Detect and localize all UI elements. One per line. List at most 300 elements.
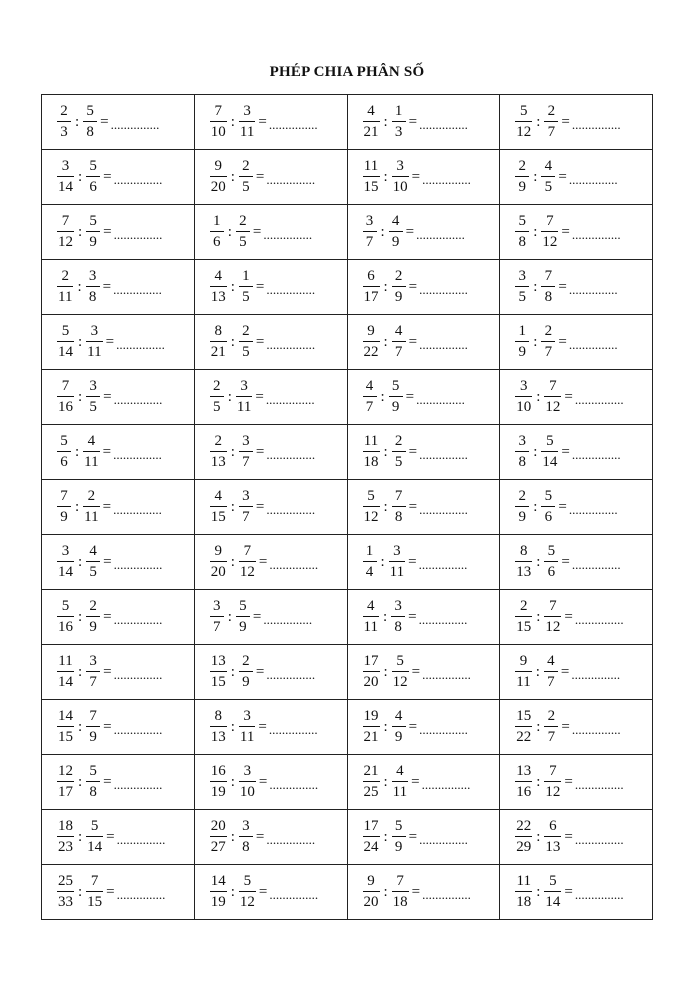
divide-sign: : — [230, 278, 235, 295]
dividend-fraction — [515, 874, 532, 910]
equals-sign: = — [102, 278, 112, 295]
divisor-fraction — [86, 819, 103, 855]
dividend-fraction — [363, 434, 380, 470]
numerator: 3 — [243, 103, 251, 119]
numerator: 5 — [544, 488, 553, 504]
dividend-fraction — [363, 764, 380, 800]
denominator: 17 — [58, 784, 73, 800]
numerator: 1 — [242, 268, 250, 284]
denominator: 12 — [363, 509, 379, 525]
dividend-fraction — [57, 324, 74, 360]
division-expression — [500, 810, 652, 864]
equals-sign: = — [255, 168, 265, 185]
dividend-fraction — [57, 269, 73, 305]
denominator: 21 — [363, 729, 379, 745]
divide-sign: : — [230, 443, 235, 460]
answer-blank[interactable]: ............... — [266, 666, 316, 682]
denominator: 13 — [516, 564, 532, 580]
denominator: 7 — [365, 399, 374, 415]
denominator: 12 — [516, 124, 532, 140]
division-expression — [348, 95, 500, 149]
answer-blank[interactable]: ............... — [568, 501, 618, 517]
divisor-fraction — [541, 324, 555, 360]
answer-blank[interactable]: ............... — [419, 116, 468, 132]
exercise-cell — [42, 755, 195, 810]
numerator: 3 — [88, 268, 97, 284]
division-expression — [42, 370, 194, 424]
exercise-cell — [42, 535, 195, 590]
exercise-cell — [42, 480, 195, 535]
divide-sign: : — [75, 443, 80, 460]
answer-blank[interactable]: ............... — [110, 116, 160, 132]
answer-blank[interactable]: ............... — [568, 281, 618, 297]
divisor-fraction — [239, 324, 253, 360]
denominator: 17 — [363, 289, 379, 305]
denominator: 9 — [518, 179, 526, 195]
answer-blank[interactable]: ............... — [113, 776, 163, 792]
denominator: 5 — [242, 344, 250, 360]
equals-sign: = — [106, 828, 115, 845]
numerator: 17 — [363, 818, 379, 834]
exercise-cell — [42, 590, 195, 645]
numerator: 2 — [87, 488, 96, 504]
numerator: 3 — [240, 378, 248, 394]
divide-sign: : — [78, 223, 83, 240]
dividend-fraction — [363, 819, 380, 855]
dividend-fraction — [363, 104, 380, 140]
answer-blank[interactable]: ............... — [265, 391, 315, 407]
answer-blank[interactable]: ............... — [113, 446, 162, 462]
answer-blank[interactable]: ............... — [266, 501, 316, 517]
answer-blank[interactable]: ............... — [116, 336, 165, 352]
dividend-fraction — [210, 159, 227, 195]
denominator: 7 — [394, 344, 403, 360]
division-expression — [348, 590, 500, 644]
divide-sign: : — [78, 828, 83, 845]
divide-sign: : — [227, 223, 232, 240]
divide-sign: : — [383, 773, 388, 790]
equals-sign: = — [558, 498, 567, 515]
denominator: 18 — [363, 454, 379, 470]
answer-blank[interactable]: ............... — [113, 611, 163, 627]
answer-blank[interactable]: ............... — [113, 281, 162, 297]
dividend-fraction — [363, 599, 379, 635]
denominator: 29 — [516, 839, 532, 855]
denominator: 15 — [210, 674, 226, 690]
numerator: 7 — [90, 873, 99, 889]
divide-sign: : — [383, 883, 388, 900]
answer-blank[interactable]: ............... — [113, 226, 163, 242]
answer-blank[interactable]: ............... — [574, 831, 624, 847]
answer-blank[interactable]: ............... — [416, 391, 465, 407]
answer-blank[interactable]: ............... — [571, 556, 621, 572]
denominator: 11 — [84, 454, 99, 470]
answer-blank[interactable]: ............... — [574, 611, 624, 627]
divisor-fraction — [86, 269, 100, 305]
denominator: 9 — [242, 674, 250, 690]
divide-sign: : — [227, 608, 232, 625]
denominator: 11 — [84, 509, 99, 525]
division-expression — [500, 95, 652, 149]
exercise-cell — [42, 645, 195, 700]
answer-blank[interactable]: ............... — [568, 336, 618, 352]
divide-sign: : — [227, 388, 232, 405]
exercise-cell — [347, 810, 500, 865]
denominator: 6 — [213, 234, 221, 250]
answer-blank[interactable]: ............... — [113, 501, 162, 517]
answer-blank[interactable]: ............... — [263, 226, 313, 242]
numerator: 18 — [58, 818, 73, 834]
numerator: 6 — [367, 268, 375, 284]
denominator: 8 — [242, 839, 250, 855]
numerator: 3 — [518, 268, 526, 284]
answer-blank[interactable]: ............... — [419, 501, 468, 517]
division-expression — [42, 535, 194, 589]
exercise-cell — [347, 645, 500, 700]
dividend-fraction — [363, 489, 380, 525]
exercise-cell — [194, 590, 347, 645]
dividend-fraction — [515, 764, 532, 800]
exercise-cell — [500, 865, 653, 920]
numerator: 9 — [519, 653, 528, 669]
numerator: 13 — [516, 763, 532, 779]
answer-blank[interactable]: ............... — [269, 556, 319, 572]
exercise-cell — [500, 370, 653, 425]
answer-blank[interactable]: ............... — [422, 171, 471, 187]
dividend-fraction — [210, 544, 227, 580]
numerator: 3 — [89, 653, 97, 669]
denominator: 10 — [210, 124, 226, 140]
exercise-cell — [500, 150, 653, 205]
numerator: 2 — [394, 268, 403, 284]
numerator: 3 — [61, 543, 70, 559]
division-expression — [500, 700, 652, 754]
denominator: 19 — [210, 894, 226, 910]
denominator: 11 — [236, 399, 252, 415]
denominator: 14 — [545, 894, 561, 910]
denominator: 11 — [239, 729, 255, 745]
denominator: 12 — [545, 784, 561, 800]
exercise-cell — [347, 590, 500, 645]
numerator: 7 — [89, 708, 97, 724]
divide-sign: : — [533, 223, 538, 240]
numerator: 3 — [243, 763, 252, 779]
equals-sign: = — [558, 278, 567, 295]
denominator: 5 — [213, 399, 221, 415]
denominator: 8 — [394, 509, 403, 525]
answer-blank[interactable]: ............... — [269, 886, 319, 902]
answer-blank[interactable]: ............... — [422, 666, 471, 682]
denominator: 12 — [58, 234, 73, 250]
denominator: 9 — [239, 619, 247, 635]
numerator: 8 — [214, 708, 222, 724]
numerator: 3 — [89, 378, 97, 394]
division-expression — [195, 150, 347, 204]
dividend-fraction — [515, 324, 529, 360]
divisor-fraction — [86, 159, 100, 195]
answer-blank[interactable]: ............... — [571, 721, 621, 737]
divisor-fraction — [392, 269, 406, 305]
equals-sign: = — [561, 223, 570, 240]
answer-blank[interactable]: ............... — [116, 886, 166, 902]
equals-sign: = — [103, 718, 112, 735]
denominator: 12 — [545, 619, 561, 635]
divide-sign: : — [78, 883, 83, 900]
exercise-cell — [347, 755, 500, 810]
denominator: 20 — [363, 674, 379, 690]
answer-blank[interactable]: ............... — [571, 116, 621, 132]
dividend-fraction — [515, 104, 532, 140]
numerator: 9 — [214, 543, 222, 559]
division-expression — [500, 205, 652, 259]
dividend-fraction — [515, 159, 529, 195]
exercise-cell — [42, 260, 195, 315]
answer-blank[interactable]: ............... — [574, 886, 624, 902]
divisor-fraction — [541, 214, 558, 250]
numerator: 22 — [516, 818, 532, 834]
divide-sign: : — [78, 718, 83, 735]
exercise-cell — [500, 755, 653, 810]
numerator: 3 — [242, 488, 250, 504]
exercise-cell — [347, 370, 500, 425]
denominator: 21 — [363, 124, 379, 140]
denominator: 8 — [544, 289, 553, 305]
equals-sign: = — [564, 608, 573, 625]
numerator: 11 — [363, 433, 379, 449]
equals-sign: = — [255, 388, 264, 405]
equals-sign: = — [255, 333, 265, 350]
answer-blank[interactable]: ............... — [113, 171, 163, 187]
equals-sign: = — [405, 223, 415, 240]
denominator: 6 — [544, 509, 553, 525]
dividend-fraction — [363, 654, 380, 690]
equals-sign: = — [561, 113, 570, 130]
dividend-fraction — [210, 489, 227, 525]
answer-blank[interactable]: ............... — [571, 666, 621, 682]
numerator: 7 — [544, 268, 553, 284]
numerator: 3 — [213, 598, 221, 614]
denominator: 9 — [89, 619, 97, 635]
denominator: 11 — [363, 619, 378, 635]
numerator: 13 — [210, 653, 226, 669]
answer-blank[interactable]: ............... — [419, 336, 468, 352]
exercise-table — [41, 94, 653, 920]
divisor-fraction — [86, 214, 100, 250]
denominator: 16 — [58, 619, 73, 635]
equals-sign: = — [255, 828, 265, 845]
answer-blank[interactable]: ............... — [113, 556, 163, 572]
denominator: 8 — [518, 234, 526, 250]
divisor-fraction — [389, 214, 403, 250]
division-expression — [42, 480, 194, 534]
exercise-cell — [347, 150, 500, 205]
numerator: 2 — [544, 323, 553, 339]
division-expression — [500, 865, 652, 919]
denominator: 18 — [392, 894, 408, 910]
divide-sign: : — [380, 223, 385, 240]
answer-blank[interactable]: ............... — [113, 391, 163, 407]
divide-sign: : — [380, 388, 385, 405]
exercise-cell — [500, 425, 653, 480]
exercise-cell — [500, 700, 653, 755]
answer-blank[interactable]: ............... — [418, 556, 468, 572]
answer-blank[interactable]: ............... — [574, 776, 624, 792]
exercise-cell — [347, 425, 500, 480]
answer-blank[interactable]: ............... — [116, 831, 166, 847]
numerator: 11 — [363, 158, 379, 174]
division-expression — [348, 755, 500, 809]
denominator: 9 — [60, 509, 68, 525]
divide-sign: : — [230, 168, 235, 185]
divide-sign: : — [533, 168, 538, 185]
divisor-fraction — [392, 819, 406, 855]
exercise-cell — [42, 370, 195, 425]
equals-sign: = — [564, 828, 573, 845]
denominator: 11 — [389, 564, 405, 580]
division-expression — [500, 590, 652, 644]
dividend-fraction — [515, 819, 532, 855]
denominator: 8 — [88, 289, 97, 305]
numerator: 2 — [518, 158, 526, 174]
numerator: 19 — [363, 708, 379, 724]
answer-blank[interactable]: ............... — [421, 776, 471, 792]
dividend-fraction — [210, 654, 227, 690]
division-expression — [42, 645, 194, 699]
answer-blank[interactable]: ............... — [113, 721, 163, 737]
numerator: 7 — [549, 598, 557, 614]
denominator: 7 — [547, 124, 556, 140]
dividend-fraction — [57, 434, 71, 470]
denominator: 6 — [60, 454, 68, 470]
numerator: 4 — [89, 543, 97, 559]
equals-sign: = — [258, 773, 268, 790]
answer-blank[interactable]: ............... — [266, 831, 316, 847]
divisor-fraction — [239, 489, 253, 525]
denominator: 7 — [89, 674, 97, 690]
dividend-fraction — [210, 214, 224, 250]
division-expression — [348, 645, 500, 699]
exercise-row — [42, 700, 653, 755]
divide-sign: : — [536, 608, 541, 625]
numerator: 12 — [58, 763, 73, 779]
exercise-cell — [500, 260, 653, 315]
answer-blank[interactable]: ............... — [266, 446, 316, 462]
divisor-fraction — [544, 104, 558, 140]
answer-blank[interactable]: ............... — [571, 446, 621, 462]
equals-sign: = — [102, 443, 112, 460]
exercise-row — [42, 480, 653, 535]
numerator: 3 — [518, 433, 526, 449]
exercise-cell — [194, 425, 347, 480]
answer-blank[interactable]: ............... — [268, 721, 318, 737]
equals-sign: = — [105, 333, 115, 350]
division-expression — [348, 425, 500, 479]
divisor-fraction — [86, 324, 102, 360]
answer-blank[interactable]: ............... — [419, 281, 468, 297]
numerator: 4 — [214, 488, 222, 504]
numerator: 5 — [520, 103, 528, 119]
denominator: 16 — [58, 399, 73, 415]
numerator: 3 — [242, 818, 250, 834]
numerator: 2 — [547, 103, 556, 119]
numerator: 8 — [520, 543, 528, 559]
exercise-cell — [347, 205, 500, 260]
numerator: 7 — [396, 873, 404, 889]
division-expression — [500, 315, 652, 369]
answer-blank[interactable]: ............... — [422, 886, 471, 902]
denominator: 12 — [239, 564, 255, 580]
division-expression — [500, 645, 652, 699]
divisor-fraction — [544, 819, 561, 855]
denominator: 13 — [545, 839, 561, 855]
numerator: 4 — [366, 598, 375, 614]
dividend-fraction — [57, 819, 74, 855]
divide-sign: : — [78, 333, 83, 350]
equals-sign: = — [408, 608, 417, 625]
answer-blank[interactable]: ............... — [263, 611, 313, 627]
numerator: 5 — [549, 873, 557, 889]
numerator: 7 — [60, 488, 68, 504]
denominator: 14 — [58, 179, 73, 195]
answer-blank[interactable]: ............... — [418, 611, 468, 627]
denominator: 15 — [516, 619, 532, 635]
answer-blank[interactable]: ............... — [574, 391, 624, 407]
divisor-fraction — [541, 159, 555, 195]
division-expression — [42, 425, 194, 479]
answer-blank[interactable]: ............... — [269, 776, 319, 792]
equals-sign: = — [258, 883, 268, 900]
numerator: 1 — [394, 103, 403, 119]
numerator: 17 — [363, 653, 379, 669]
equals-sign: = — [103, 608, 112, 625]
answer-blank[interactable]: ............... — [266, 281, 316, 297]
division-expression — [348, 700, 500, 754]
numerator: 11 — [58, 653, 73, 669]
equals-sign: = — [564, 388, 573, 405]
exercise-row — [42, 645, 653, 700]
dividend-fraction — [363, 159, 380, 195]
numerator: 3 — [365, 213, 374, 229]
division-expression — [348, 810, 500, 864]
numerator: 2 — [60, 103, 68, 119]
numerator: 4 — [544, 158, 553, 174]
answer-blank[interactable]: ............... — [568, 171, 618, 187]
divisor-fraction — [239, 544, 256, 580]
exercise-row — [42, 810, 653, 865]
answer-blank[interactable]: ............... — [266, 336, 316, 352]
divide-sign: : — [78, 388, 83, 405]
equals-sign: = — [405, 388, 415, 405]
denominator: 19 — [210, 784, 226, 800]
answer-blank[interactable]: ............... — [266, 171, 316, 187]
answer-blank[interactable]: ............... — [419, 721, 468, 737]
divide-sign: : — [536, 553, 541, 570]
division-expression — [500, 425, 652, 479]
answer-blank[interactable]: ............... — [571, 226, 621, 242]
answer-blank[interactable]: ............... — [268, 116, 318, 132]
divisor-fraction — [239, 269, 253, 305]
answer-blank[interactable]: ............... — [416, 226, 465, 242]
denominator: 5 — [518, 289, 526, 305]
division-expression — [195, 425, 347, 479]
divisor-fraction — [236, 599, 250, 635]
answer-blank[interactable]: ............... — [419, 446, 468, 462]
answer-blank[interactable]: ............... — [113, 666, 163, 682]
answer-blank[interactable]: ............... — [419, 831, 468, 847]
dividend-fraction — [57, 104, 71, 140]
exercise-cell — [500, 645, 653, 700]
denominator: 15 — [210, 509, 226, 525]
